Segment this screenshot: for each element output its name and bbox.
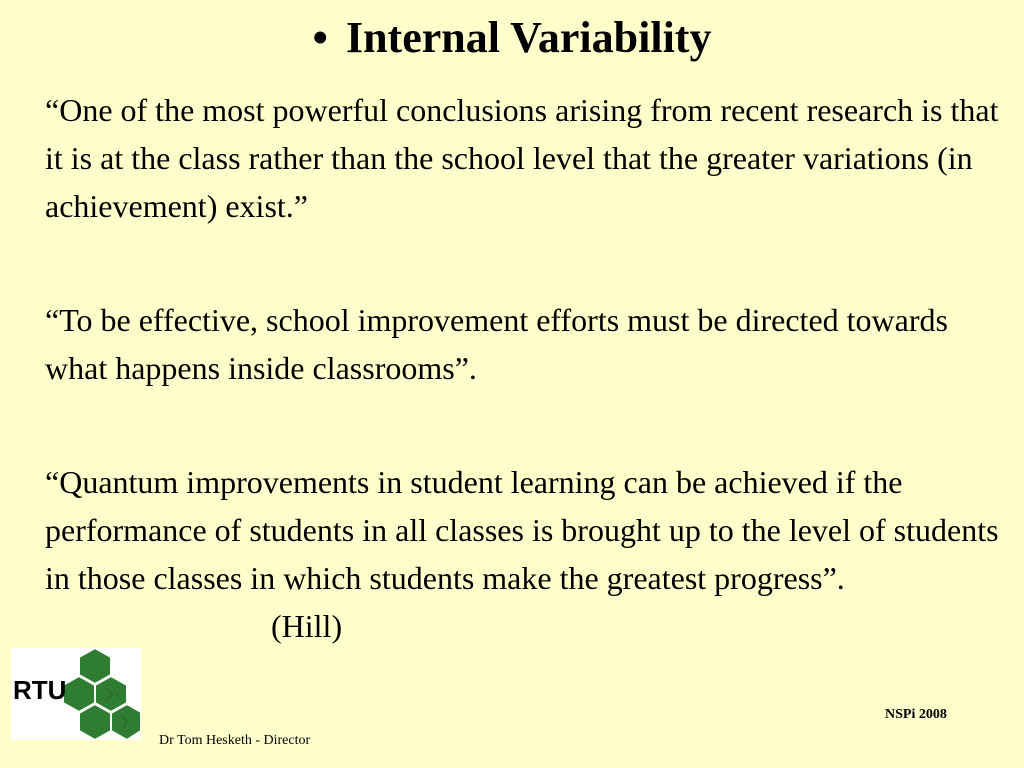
quote-paragraph-3 — [45, 458, 1005, 650]
title-text: Internal Variability — [345, 13, 712, 62]
slide-body — [45, 86, 1005, 650]
quote-paragraph-3-text: “Quantum improvements in student learning can be achieved if the performance of students in all classes is brought up to the level of students in those classes in which students make the greatest progress”. — [45, 464, 999, 596]
quote-attribution: (Hill) — [271, 608, 343, 644]
slide-title — [0, 8, 1024, 68]
logo-graphic — [11, 648, 141, 740]
quote-paragraph-2: “To be effective, school improvement efforts must be directed towards what happens inside classrooms”. — [45, 302, 948, 386]
logo-text: RTU — [13, 675, 67, 705]
footer-organisation: NSPi 2008 — [885, 707, 947, 722]
footer-director: Dr Tom Hesketh - Director — [159, 733, 311, 748]
logo-hexagon — [79, 704, 111, 740]
quote-paragraph-1: “One of the most powerful conclusions arising from recent research is that it is at the class rather than the school level that the greater variations (in achievement) exist.” — [45, 92, 999, 224]
title-bullet: • — [312, 13, 328, 62]
logo-hexagon — [111, 704, 141, 740]
rtu-hexagon-logo-icon — [11, 648, 141, 740]
